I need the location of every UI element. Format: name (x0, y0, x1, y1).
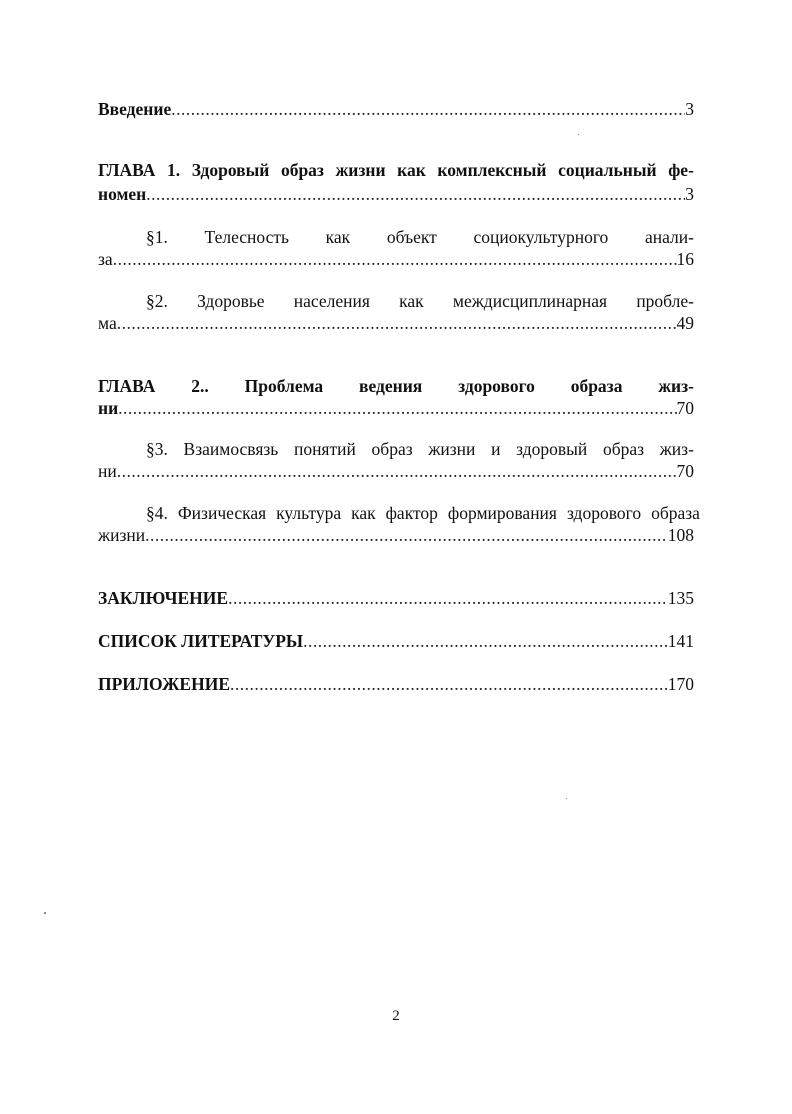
word: Здоровье (197, 291, 265, 311)
leader-dots (145, 524, 668, 546)
leader-dots (117, 460, 677, 482)
toc-entry-chapter1-line2 (98, 183, 694, 205)
toc-entry-section2-line1 (146, 290, 694, 312)
word: населения (293, 291, 370, 311)
toc-page: 3 (685, 99, 694, 119)
word: анали- (644, 227, 694, 247)
toc-page: 170 (667, 674, 694, 694)
toc-entry-chapter2-line2 (98, 397, 694, 419)
word: фактор (385, 503, 438, 523)
toc-label: номен (98, 184, 147, 204)
toc-label: жизни (98, 525, 146, 545)
word: как (325, 227, 351, 247)
leader-dots (230, 673, 668, 695)
word: формирования (447, 503, 557, 523)
toc-label: ПРИЛОЖЕНИЕ (98, 674, 231, 694)
leader-dots (171, 98, 685, 120)
word: §3. (146, 439, 168, 459)
word: здорового (458, 376, 535, 396)
word: Взаимосвязь (183, 439, 279, 459)
toc-entry-section3-line2 (98, 460, 694, 482)
word: объект (386, 227, 437, 247)
leader-dots (118, 397, 676, 419)
word: здорового (566, 503, 642, 523)
toc-entry-section4-line1 (146, 502, 700, 524)
toc-label: СПИСОК ЛИТЕРАТУРЫ (98, 631, 304, 651)
word: понятий (293, 439, 356, 459)
word: социальный (558, 160, 657, 180)
toc-label: за (98, 249, 113, 269)
toc-entry-intro (98, 98, 694, 120)
word: жиз- (659, 439, 694, 459)
toc-page: 3 (685, 184, 694, 204)
word: Физическая (177, 503, 267, 523)
toc-label: ма (98, 313, 117, 333)
word: культура (276, 503, 342, 523)
word: образ (602, 439, 645, 459)
word: комплексный (437, 160, 547, 180)
leader-dots (228, 587, 668, 609)
toc-page: 141 (667, 631, 694, 651)
toc-entry-conclusion (98, 587, 694, 609)
word: Здоровый (191, 160, 270, 180)
word: образа (570, 376, 623, 396)
word: как (397, 160, 426, 180)
toc-entry-chapter2-line1 (98, 375, 694, 397)
toc-label: ЗАКЛЮЧЕНИЕ (98, 588, 229, 608)
toc-entry-section1-line1 (146, 226, 694, 248)
toc-entry-appendix (98, 673, 694, 695)
word: 1. (166, 160, 181, 180)
word: социокультурного (473, 227, 609, 247)
toc-page: 70 (676, 398, 694, 418)
toc-entry-references (98, 630, 694, 652)
word: §4. (146, 503, 168, 523)
word: здоровый (516, 439, 588, 459)
word: как (351, 503, 376, 523)
toc-page: 16 (676, 249, 694, 269)
toc-label: ни (98, 398, 119, 418)
toc-page: 49 (676, 313, 694, 333)
page-number: 2 (392, 1008, 400, 1024)
leader-dots (146, 183, 685, 205)
toc-label: ни (98, 461, 117, 481)
word: междисциплинарная (452, 291, 608, 311)
toc-label: Введение (98, 99, 172, 119)
toc-entry-section3-line1 (146, 438, 694, 460)
word: жизни (428, 439, 476, 459)
word: как (399, 291, 424, 311)
scan-speck (566, 798, 567, 799)
word: §2. (146, 291, 168, 311)
word: Проблема (244, 376, 324, 396)
toc-page: 108 (667, 525, 694, 545)
toc-entry-section1-line2 (98, 248, 694, 270)
scan-speck (44, 912, 46, 914)
word: жиз- (658, 376, 694, 396)
scan-speck (578, 134, 579, 135)
word: пробле- (636, 291, 694, 311)
word: ведения (359, 376, 423, 396)
toc-entry-section2-line2 (98, 312, 694, 334)
word: §1. (146, 227, 168, 247)
word: жизни (335, 160, 386, 180)
toc-entry-chapter1-line1 (98, 159, 694, 181)
word: и (491, 439, 501, 459)
toc-page: 70 (676, 461, 694, 481)
word: образ (371, 439, 413, 459)
leader-dots (303, 630, 668, 652)
toc-page: 135 (667, 588, 694, 608)
leader-dots (113, 248, 677, 270)
word: образа (651, 503, 700, 523)
word: Телесность (204, 227, 289, 247)
toc-entry-section4-line2 (98, 524, 694, 546)
word: 2.. (191, 376, 209, 396)
leader-dots (117, 312, 677, 334)
word: ГЛАВА (98, 376, 156, 396)
word: фе- (668, 160, 694, 180)
word: образ (280, 160, 324, 180)
word: ГЛАВА (98, 160, 156, 180)
